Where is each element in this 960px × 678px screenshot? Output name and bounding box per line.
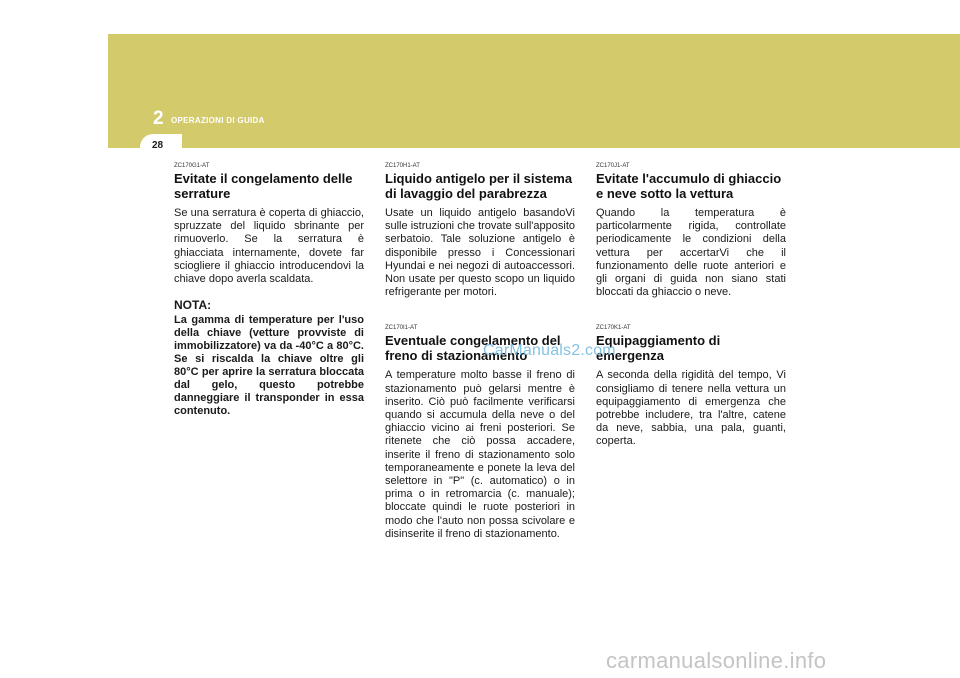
section-heading: Eventuale congelamento del freno di stazionamento: [385, 333, 561, 364]
note-title: NOTA:: [174, 298, 212, 313]
overlay-watermark: CarManuals2.com: [483, 342, 616, 359]
page-number: 28: [152, 140, 164, 151]
chapter-number: 2: [153, 108, 164, 129]
section-code: ZC170I1-AT: [385, 325, 418, 332]
section-code: ZC170H1-AT: [385, 163, 420, 169]
footer-watermark: carmanualsonline.info: [606, 648, 827, 673]
section-heading: Equipaggiamento di emergenza: [596, 333, 721, 364]
section-emergency-equipment: [596, 325, 786, 448]
section-heading: Evitate il congelamento delle serrature: [174, 171, 353, 201]
note-body: La gamma di temperature per l'uso della chiave (vetture provviste di immobilizzatore) va da -40°C a 80°C. Se si riscalda la chiave oltre gli 80°C per aprire la serratura bloccata dal gelo, questo potrebbe danneggiare il transponder in essa contenuto.: [174, 314, 364, 418]
section-code: ZC170G1-AT: [174, 163, 210, 169]
section-washer-antifreeze: [385, 163, 575, 299]
section-ice-snow-buildup: [596, 163, 786, 299]
chapter-title: OPERAZIONI DI GUIDA: [171, 116, 265, 125]
section-heading: Liquido antigelo per il sistema di lavaggio del parabrezza: [385, 171, 573, 201]
section-body: Quando la temperatura è particolarmente rigida, controllate periodicamente le condizioni della vettura per accertarVi che il funzionamento delle ruote anteriori e gli organi di guida non siano stati bloccati da ghiaccio o neve.: [596, 207, 786, 299]
section-heading: Evitate l'accumulo di ghiaccio e neve sotto la vettura: [596, 171, 782, 201]
column-1: [174, 163, 364, 418]
section-body: Se una serratura è coperta di ghiaccio, spruzzate del liquido sbrinante per rimuoverlo. Se la serratura è ghiacciata internamente, dovete far sciogliere il ghiaccio introducendovi la chiave dopo averla scaldata.: [174, 207, 364, 286]
section-body: A seconda della rigidità del tempo, Vi consigliamo di tenere nella vettura un equipaggiamento di emergenza che potrebbe includere, tra l'altre, catene da neve, sabbia, una pala, guanti, coperta.: [596, 369, 786, 448]
section-lock-freezing: [174, 163, 364, 418]
section-body: A temperature molto basse il freno di stazionamento può gelarsi mentre è inserito. Ciò può facilmente verificarsi quando si accumula della neve o del ghiaccio vicino ai freni posteriori. Se ritenete che ciò possa accadere, inserite il freno di stazionamento solo temporaneamente e ponete la leva del selettore in "P" (c. automatico) o in prima o in retromarcia (c. manuale); bloccate quindi le ruote posteriori in modo che l'auto non possa scivolare e disinserite il freno di stazionamento.: [385, 369, 575, 540]
section-code: ZC170K1-AT: [596, 325, 631, 332]
section-code: ZC170J1-AT: [596, 163, 630, 169]
column-3: [596, 163, 786, 449]
section-body: Usate un liquido antigelo basandoVi sulle istruzioni che trovate sull'apposito serbatoio. Tale soluzione antigelo è disponibile presso i Concessionari Hyundai e nei negozi di autoaccessori. Non usate per questo scopo un liquido refrigerante per motori.: [385, 207, 575, 299]
